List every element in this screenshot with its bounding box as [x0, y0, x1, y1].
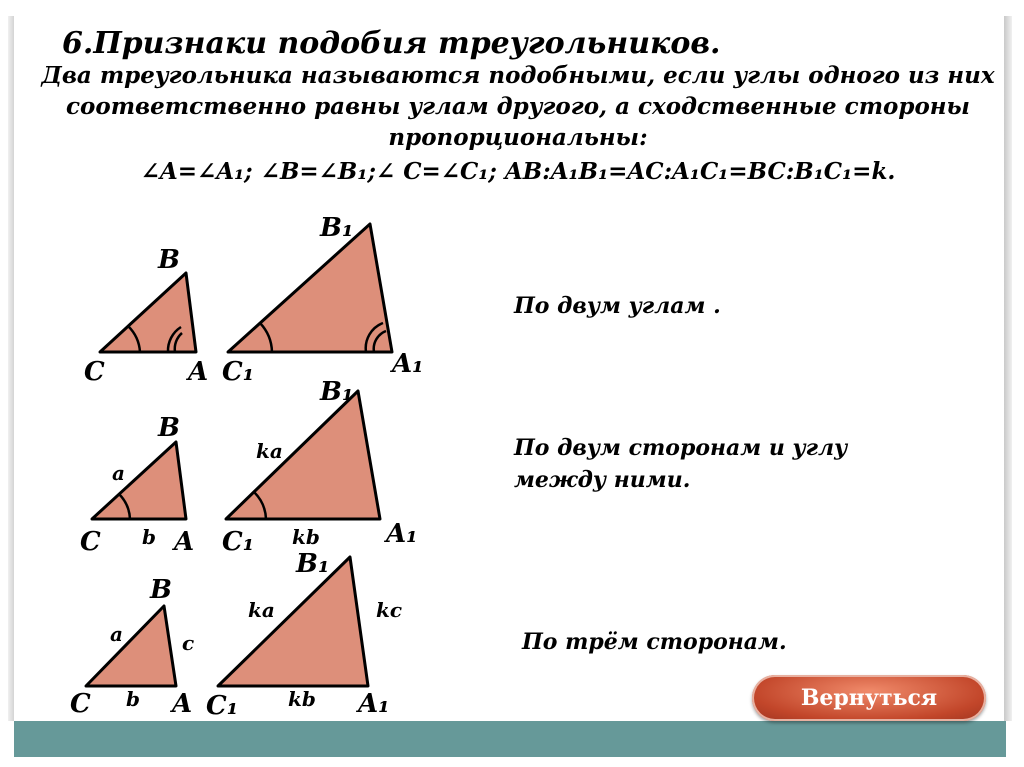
vertex-label-a: A	[188, 357, 209, 387]
vertex-label-c: C	[80, 527, 101, 557]
vertex-label-c1: C₁	[206, 691, 239, 721]
vertex-label-c: C	[84, 357, 105, 387]
side-label-a: a	[110, 622, 123, 646]
triangle-abc-sas	[92, 442, 186, 519]
vertex-label-c1: C₁	[222, 527, 255, 557]
vertex-label-b: B	[150, 575, 172, 605]
triangle-a1b1c1	[218, 557, 368, 686]
triangle-abc-sss	[86, 606, 176, 686]
criterion-three-sides: По трём сторонам.	[522, 629, 787, 655]
triangle-a1b1c1-sas	[226, 391, 380, 519]
definition-text: Два треугольника называются подобными, если углы одного из них соответственно равны углам другого, а сходственные стороны пропорциональны:	[41, 62, 995, 151]
page-title: 6.Признаки подобия треугольников.	[62, 26, 721, 61]
triangle-a1b1c1	[226, 391, 380, 519]
triangle-abc	[86, 606, 176, 686]
vertex-label-c1: C₁	[222, 357, 255, 387]
vertex-label-b1: B₁	[320, 213, 354, 243]
side-label-a: a	[112, 461, 125, 485]
criterion-two-angles: По двум углам .	[514, 293, 721, 319]
vertex-label-b: B	[158, 245, 180, 275]
criterion-two-sides-angle: По двум сторонам и углу между ними.	[514, 435, 848, 493]
return-button[interactable]: Вернуться	[752, 675, 986, 721]
triangle-abc	[92, 442, 186, 519]
vertex-label-a1: A₁	[386, 519, 418, 549]
side-label-c: c	[182, 631, 195, 655]
side-label-ka: ka	[256, 439, 283, 463]
vertex-label-a: A	[174, 527, 195, 557]
triangle-a1b1c1-angles	[228, 224, 392, 352]
triangle-abc	[100, 273, 196, 352]
triangle-a1b1c1-sss	[218, 557, 368, 686]
formula-text: ∠A=∠A₁; ∠B=∠B₁;∠ C=∠C₁; AB:A₁B₁=AC:A₁C₁=BC:B₁C₁=k.	[140, 158, 896, 185]
side-label-kb: kb	[292, 525, 320, 549]
triangle-a1b1c1	[228, 224, 392, 352]
vertex-label-b1: B₁	[296, 549, 330, 579]
side-label-kc: kc	[376, 598, 403, 622]
side-label-b: b	[142, 525, 156, 549]
side-label-kb: kb	[288, 687, 316, 711]
vertex-label-c: C	[70, 689, 91, 719]
vertex-label-a1: A₁	[392, 349, 424, 379]
vertex-label-a1: A₁	[358, 689, 390, 719]
vertex-label-b: B	[158, 413, 180, 443]
triangle-abc-angles	[100, 273, 196, 352]
side-label-ka: ka	[248, 598, 275, 622]
vertex-label-a: A	[172, 689, 193, 719]
vertex-label-b1: B₁	[320, 377, 354, 407]
side-label-b: b	[126, 687, 140, 711]
